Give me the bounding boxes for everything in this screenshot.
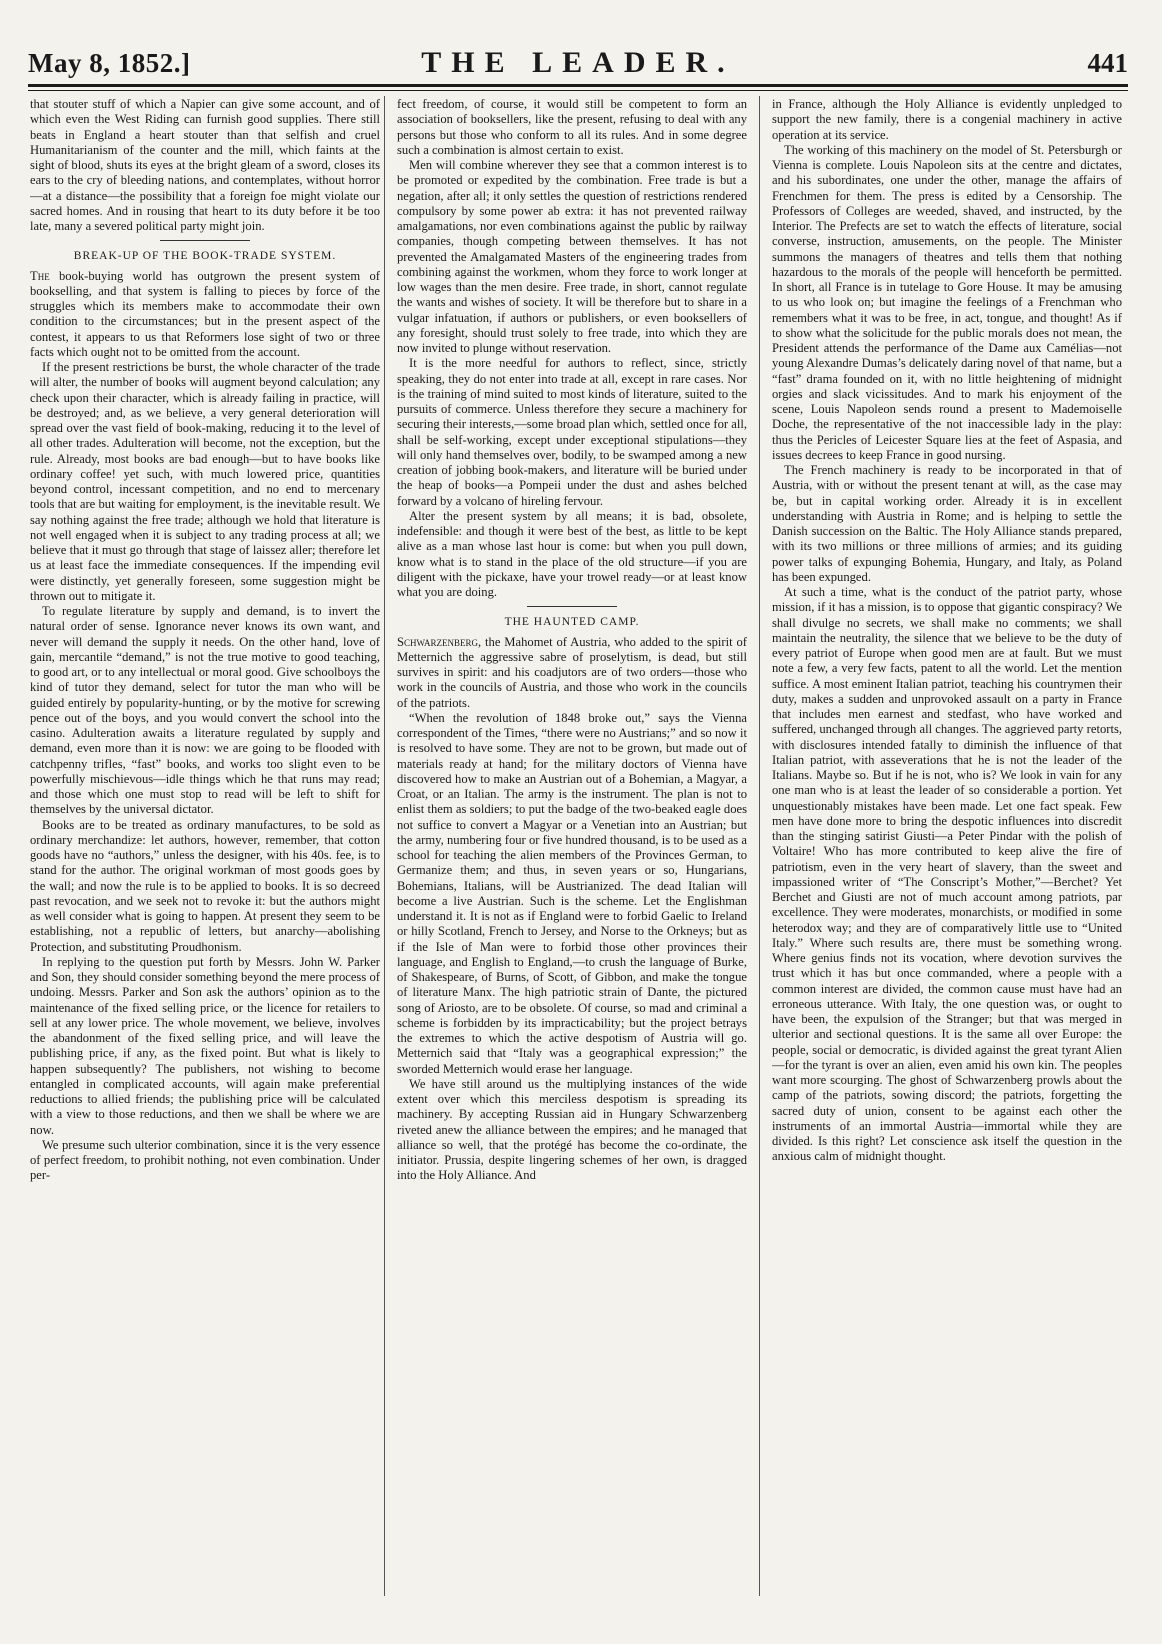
newspaper-title: THE LEADER. (421, 46, 735, 79)
page-number: 441 (1087, 48, 1128, 78)
section-separator (160, 240, 250, 241)
paragraph: in France, although the Holy Alliance is evidently unpledged to support the new family, there is a congenial machinery in active operation at its service. (772, 97, 1122, 142)
paragraph: Men will combine wherever they see that a common interest is to be promoted or expedited by the combination. Free trade is but a negation, after all; it only settles the question of restrictions rendered compulsory by some power ab extra: it has not prevented railway amalgamations, nor even combinations against the public by railway companies, though competing between themselves. It has not prevented the Amalgamated Masters of the engineering trades from combining against the workmen, whom they force to work longer at low wages than the men desire. Free trade, in short, cannot regulate the wants and wishes of society. It will be therefore but to share in a vulgar infatuation, if authors or publishers, or even booksellers of any foresight, should trust solely to free trade, into which they are now invited to plunge without reservation. (397, 158, 747, 355)
paragraph: that stouter stuff of which a Napier can give some account, and of which even the West Riding can furnish good supplies. There still beats in England a heart stouter than that selfish and cruel Humanitarianism of the counter and the mill, which faints at the sight of blood, shuts its eyes at the bright gleam of a sword, closes its ears to the cry of bleeding nations, and contemplates, without horror—at a distance—the possibility that a foreign foe might violate our sacred homes. And in rousing that heart to its duty before it be too late, many a severed political party might join. (30, 97, 380, 233)
lead-in: Schwarzenberg, (397, 634, 482, 649)
article-lead-paragraph (30, 269, 380, 361)
paragraph: The working of this machinery on the model of St. Petersburgh or Vienna is complete. Louis Napoleon sits at the centre and dictates, and his subordinates, one under the other, manage the affairs of Frenchmen for them. The press is edited by a Censorship. The Professors of Colleges are weeded, shaved, and instructed, by the Interior. The Prefects are set to watch the effects of literature, social converse, instruction, amusements, on the people. The Minister summons the managers of theatres and tells them that nothing hazardous to the morals of the people will henceforth be permitted. In short, all France is in tutelage to Gore House. It may be amusing to us who look on; but imagine the feelings of a Frenchman who remembers what it was to be free, in act, tongue, and thought! As if to show what the solicitude for the public morals does not mean, the President attends the performance of the Dame aux Camélias—not young Alexandre Dumas’s delicately daring novel of that name, but a “fast” drama founded on it, with no little heightening of midnight orgies and slack vicissitudes. And to mark his enjoyment of the scene, Louis Napoleon sends round a present to Mademoiselle Doche, the representative of the not inaccessible lady in the play: thus the Pericles of Leicester Square lies at the feet of Aspasia, and issues decrees to keep France in good nursing. (772, 142, 1122, 462)
paragraph: The French machinery is ready to be incorporated in that of Austria, with or without the present tenant at will, as the case may be, but in capital working order. Already it is in excellent understanding with Austria in Rome; and is helping to settle the Danish succession on the Baltic. The Holy Alliance stands prepared, with its two millions or three millions of armies; and its guiding power talks of expunging Bohemia, Hungary, and Italy, as Poland has been expunged. (772, 463, 1122, 584)
column-divider (759, 96, 760, 1596)
article-lead-paragraph (397, 635, 747, 711)
section-separator (527, 606, 617, 607)
paragraph-text: book-buying world has outgrown the present system of bookselling, and that system is falling to pieces by force of the struggles which its members make to accommodate their own condition to the circumstances; but in the present aspect of the contest, it appears to us that Reformers lose sight of two or three facts which ought not to be omitted from the account. (30, 268, 380, 359)
header-rule (28, 84, 1128, 87)
paragraph: In replying to the question put forth by Messrs. John W. Parker and Son, they should consider something beyond the mere process of undoing. Messrs. Parker and Son ask the authors’ opinion as to the maintenance of the fixed selling price, or the licence for retailers to sell at any lower price. The whole movement, we believe, involves the abandonment of the fixed selling price, and will leave the publishing price, if any, as the fixed point. But what is likely to happen subsequently? The publishers, not wishing to become entangled in complicated accounts, will again make preferential reductions to allied friends; the publishing price will be calculated with a view to those reductions, and then we shall be where we are now. (30, 954, 380, 1137)
article-heading-book-trade: BREAK-UP OF THE BOOK-TRADE SYSTEM. (73, 250, 337, 263)
paragraph-text: the Mahomet of Austria, who added to the spirit of Metternich the aggressive sabre of proselytism, is dead, but still survives in spirit: and his coadjutors are of two orders—those who work in the councils of Austria, and those who work in the councils of the patriots. (397, 634, 747, 710)
paragraph: fect freedom, of course, it would still be competent to form an association of booksellers, like the present, refusing to deal with any persons but those who conform to all its rules. And in some degree such a combination is almost certain to exist. (397, 97, 747, 157)
column-2 (397, 97, 747, 1617)
article-heading-haunted-camp: THE HAUNTED CAMP. (504, 616, 640, 629)
paragraph: We have still around us the multiplying instances of the wide extent over which this merciless despotism is spreading its machinery. By accepting Russian aid in Hungary Schwarzenberg riveted anew the alliance between the empires; and he managed that alliance so well, that the protégé has become the co-ordinate, the initiator. Prussia, despite lingering schemes of her own, is dragged into the Holy Alliance. And (397, 1076, 747, 1183)
paragraph: We presume such ulterior combination, since it is the very essence of perfect freedom, to prohibit nothing, not even combination. Under per- (30, 1137, 380, 1183)
paragraph: It is the more needful for authors to reflect, since, strictly speaking, they do not enter into trade at all, except in rare cases. Nor is the training of mind suited to most kinds of literature, suited to the pursuits of commerce. Unless therefore they secure a machinery for securing their interests,—some broad plan which, settled once for all, shall be self-working, except under exceptional stipulations—they will only hand themselves over, bodily, to be swamped among a new creation of jobbing book-makers, and literature will be buried under the heap of books—a Pompeii under the dust and ashes belched forward by a volcano of hireling fervour. (397, 356, 747, 508)
paragraph: “When the revolution of 1848 broke out,” says the Vienna correspondent of the Times, “there were no Austrians;” and so now it is resolved to have some. They are not to be grown, but made out of materials ready at hand; for the military doctors of Vienna have discovered how to make an Austrian out of a Bohemian, a Magyar, a Croat, or an Italian. The army is the instrument. The plan is not to enlist them as soldiers; to put the badge of the two-beaked eagle does not suffice to convert a Magyar or a Venetian into an Austrian; but the army, numbering four or five hundred thousand, is to be used as a school for teaching the alien members of the Provinces German, to Germanize them; and thus, in seven years or so, Hungarians, Bohemians, Italians, will be Austrianized. The dead Italian will become a live Austrian. Such is the scheme. Let the Englishman understand it. It is not as if England were to forbid Gaelic to Ireland or hilly Scotland, French to Jersey, and Norse to the Orkneys; but as if the Isle of Man were to forbid those other provinces their language, and English to England,—to crush the language of Burke, of Shakespeare, of Burns, of Scott, of Gibbon, and make the tongue of literature Manx. The high patriotic strain of Dante, the pictured song of Ariosto, are to be obsolete. Of course, so mad and criminal a scheme is forbidden by its impracticability; but the project betrays the extremes to which the active despotism of Austria will go. Metternich said that “Italy was a geographical expression;” the sworded Metternich would erase her language. (397, 710, 747, 1076)
paragraph: At such a time, what is the conduct of the patriot party, whose mission, if it has a mission, is to oppose that gigantic conspiracy? We shall divulge no secrets, we shall make no comments; we shall maintain the neutrality, the silence that we believe to be the duty of every patriot of Europe when good men are at fault. But we must note a few, a very few facts, patent to all the world. Let the mention suffice. A most eminent Italian patriot, teaching his countrymen their duty, makes a sudden and unprovoked assault on a party in France that includes men earnest and stedfast, who have worked and suffered, unchanged through all changes. The aggrieved party retorts, with disclosures intended fatally to diminish the influence of that Italian patriot, with asseverations that he is not the leader of the Italians. Maybe so. But if he is not, who is? We look in vain for any one man who is at least the leader of so considerable a portion. Yet unquestionably mistakes have been made. Let one fact speak. Few men have done more to bring the despotic influences into discredit than the stinging satirist Giusti—a Peter Pindar with the polish of Voltaire! Who has more contributed to keep alive the fire of patriotism, even in the very heart of slavery, than the sweet and impassioned writer of “The Conscript’s Mother,”—Berchet? Yet Berchet and Giusti are not of much account among patriots, par excellence. They were moderates, monarchists, or modified in some heterodox way; and they are of comparatively little use to “United Italy.” Where such results are, there must be something wrong. Where genius finds not its vocation, where devotion survives the trust which it has but once commanded, where a people with a common interest are divided, the common cause must have had an erroneous utterance. With Italy, the one question was, or ought to have been, the expulsion of the Stranger; but that was merged in ulterior and sectional questions. It is the same all over Europe: the people, social or democratic, is divided against the great tyrant Alien—for the tyrant is over an alien, even amid his own kin. The peoples want more scourging. The ghost of Schwarzenberg prowls about the camp of the patriots, sowing discord; the patriots, forgetting the sacred duty of union, consent to be against each other the instruments of an immortal Austria—immortal while they are divided. Is this right? Let conscience ask itself the question in the anxious calm of midnight thought. (772, 585, 1122, 1164)
paragraph: Books are to be treated as ordinary manufactures, to be sold as ordinary merchandize: let authors, however, remember, that cotton goods have no “authors,” unless the designer, with his 40s. fee, is to stand for the author. The original workman of most goods goes by the wall; and now the rule is to be applied to books. It is so decreed past revocation, and we seek not to revoke it: but the authors might as well consider what is going to happen. At present they seem to be establishing, not a republic of letters, but anarchy—abolishing Protection, and substituting Proudhonism. (30, 817, 380, 954)
paragraph: To regulate literature by supply and demand, is to invert the natural order of sense. Ignorance never knows its own want, and never will demand the supply it needs. On the other hand, love of gain, mercantile “demand,” is not the true motive to good teaching, to good art, or to any intellectual or moral good. Give schoolboys the kind of tutor they demand, select for tutor the man who will be guided entirely by popularity-hunting, or by the motive for screwing pence out of the boys, and you would convert the school into the casino. Adulteration awaits a literature regulated by supply and demand, even more than it is now: we are going to be flooded with catchpenny trifles, “fast” books, and works too slight even to be powerfully mischievous—idle things which he that runs may read; and those which one must stop to read will be left to shift for themselves by the universal dictator. (30, 604, 380, 817)
column-3 (772, 97, 1122, 1617)
column-divider (384, 96, 385, 1596)
column-1 (30, 97, 380, 1617)
issue-date: May 8, 1852.] (28, 48, 191, 78)
paragraph: Alter the present system by all means; it is bad, obsolete, indefensible: and though it were best of the best, as little to be kept alive as a man whose last hour is come: but when you pull down, know what is to stand in the place of the old structure—if you are diligent with the pickaxe, have your trowel ready—or at least know what you are doing. (397, 508, 747, 599)
paragraph: If the present restrictions be burst, the whole character of the trade will alter, the number of books will augment beyond calculation; any check upon their character, which is already failing in practice, will be destroyed; and, as we believe, a very general deterioration will spread over the vast field of book-making, reducing it to the level of all other trades. Adulteration will become, not the exception, but the rule. Already, most books are bad enough—but to have books like ordinary coffee! yet such, with much lowered price, quantities beyond control, incessant competition, and no end to mercenary tools that are but waiting for employment, is the inevitable result. We say nothing against the free trade; although we hold that literature is not well engaged when it is subject to any trading process at all; we believe that it must go through that stage of laissez aller; therefore let us at least face the immediate consequences. If the impending evil were distinctly, yet generally foreseen, some suggestion might be thrown out to mitigate it. (30, 360, 380, 603)
lead-in: The (30, 268, 50, 283)
masthead (28, 44, 1128, 82)
header-rule-thin (28, 90, 1128, 91)
